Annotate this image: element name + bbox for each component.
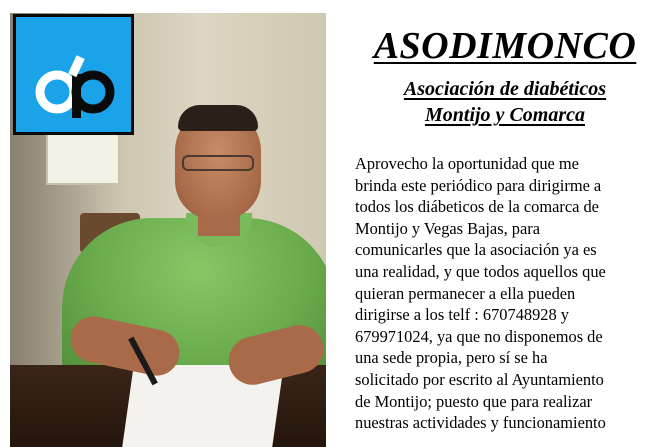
article-line: comunicarles que la asociación ya es bbox=[355, 240, 597, 260]
article-line: una sede propia, pero sí se ha bbox=[355, 348, 548, 368]
association-subtitle bbox=[340, 76, 670, 128]
article-body bbox=[355, 153, 660, 434]
hair bbox=[178, 105, 258, 131]
article-line: de Montijo; puesto que para realizar bbox=[355, 391, 593, 411]
subtitle-line-2: Montijo y Comarca bbox=[424, 104, 585, 126]
article-line: quieran permanecer a ella pueden bbox=[355, 283, 576, 303]
brand-title: ASODIMONCO bbox=[373, 25, 637, 67]
article-line: Montijo y Vegas Bajas, para bbox=[355, 218, 540, 238]
subtitle-line-1: Asociación de diabéticos bbox=[403, 78, 607, 100]
glasses bbox=[182, 155, 254, 171]
article-line: una realidad, y que todos aquellos que bbox=[355, 261, 606, 281]
article-line: solicitado por escrito al Ayuntamiento bbox=[355, 369, 604, 389]
wall-frame bbox=[46, 133, 120, 185]
article-line: Aprovecho la oportunidad que me bbox=[355, 154, 579, 173]
article-line: todos los diábeticos de la comarca de bbox=[355, 197, 599, 217]
asodimonco-logo-icon bbox=[13, 14, 134, 135]
logo-glyph bbox=[13, 14, 134, 135]
article-line: 679971024, ya que no disponemos de bbox=[355, 326, 603, 346]
article-line: nuestras actividades y funcionamiento bbox=[355, 413, 606, 433]
article-line: brinda este periódico para dirigirme a bbox=[355, 175, 602, 195]
article-line: dirigirse a los telf : 670748928 y bbox=[355, 305, 569, 325]
